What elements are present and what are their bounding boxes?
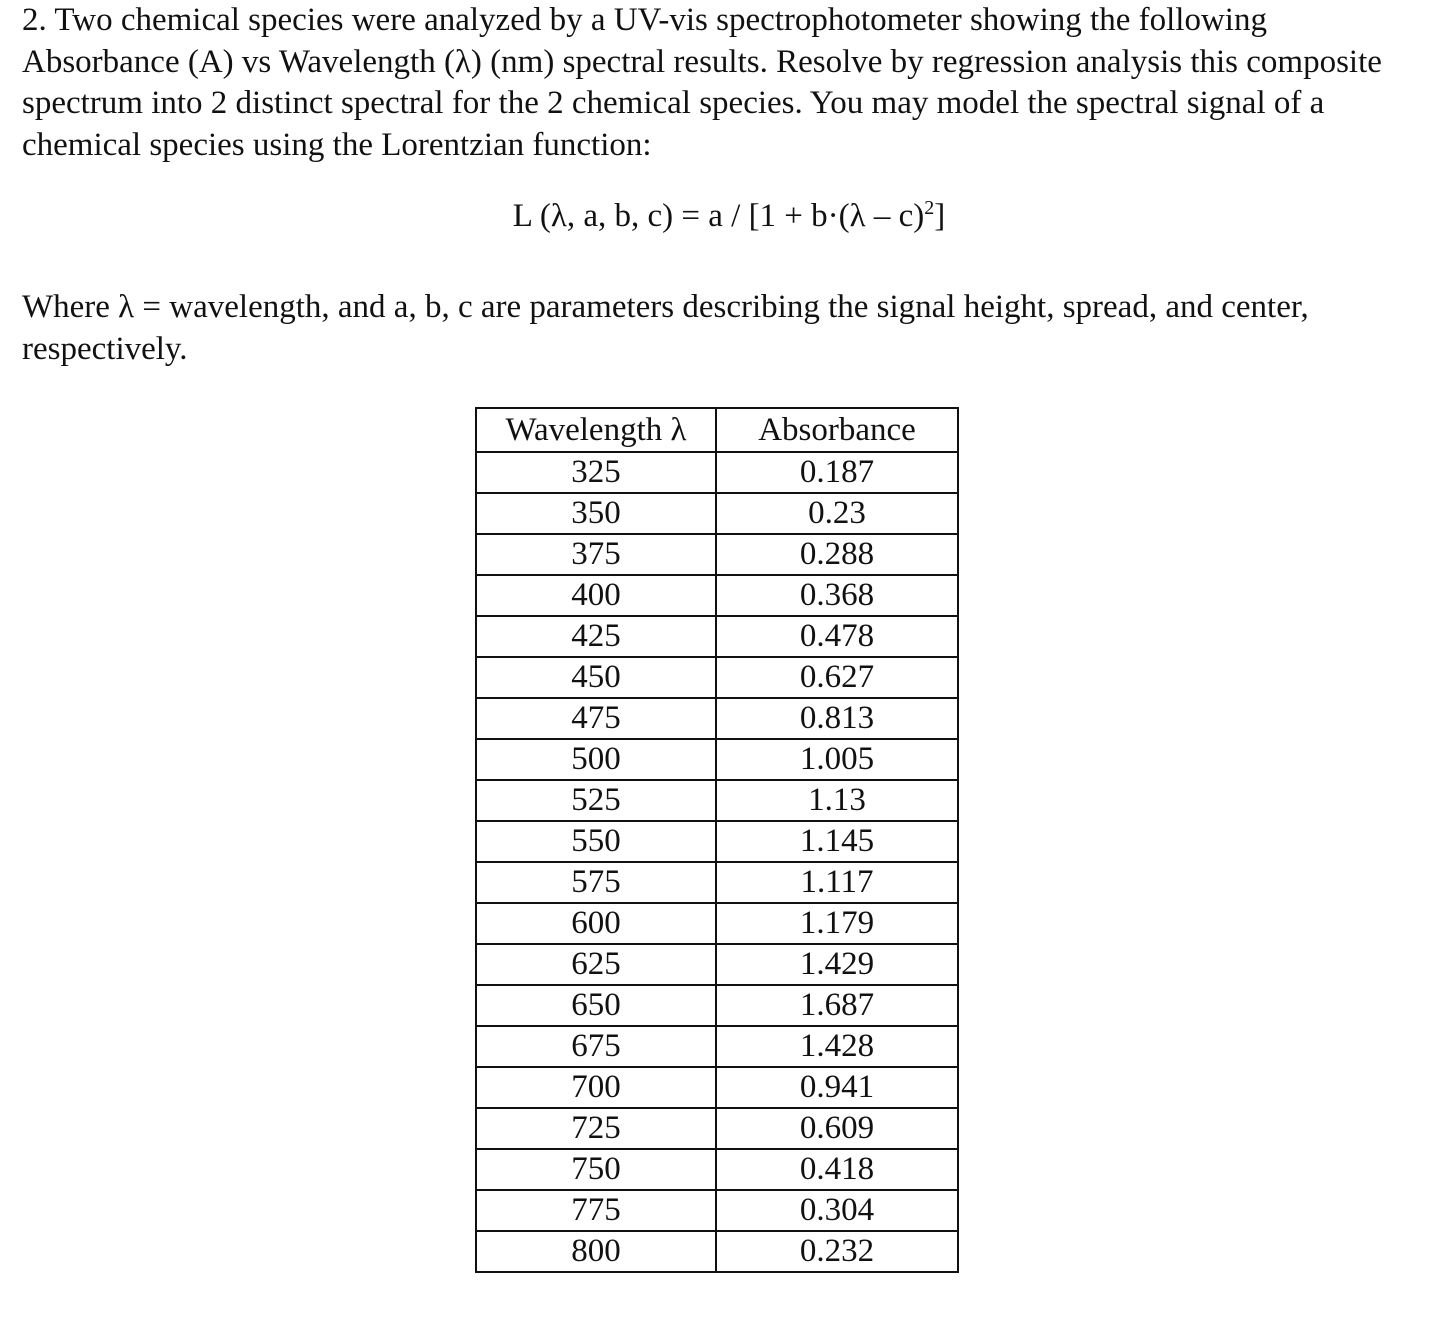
cell-wavelength: 775 xyxy=(476,1190,716,1231)
formula-body: L (λ, a, b, c) = a / [1 + b·(λ – c) xyxy=(512,198,925,234)
table-row xyxy=(476,1026,958,1067)
table-row xyxy=(476,616,958,657)
table-row xyxy=(476,1231,958,1272)
cell-absorbance: 0.627 xyxy=(716,657,958,698)
cell-wavelength: 450 xyxy=(476,657,716,698)
cell-absorbance: 1.13 xyxy=(716,780,958,821)
cell-wavelength: 500 xyxy=(476,739,716,780)
cell-absorbance: 0.288 xyxy=(716,534,958,575)
table-row xyxy=(476,780,958,821)
cell-absorbance: 0.478 xyxy=(716,616,958,657)
table-row xyxy=(476,862,958,903)
table-row xyxy=(476,452,958,493)
cell-wavelength: 575 xyxy=(476,862,716,903)
cell-absorbance: 1.005 xyxy=(716,739,958,780)
header-absorbance: Absorbance xyxy=(716,408,958,452)
cell-absorbance: 0.941 xyxy=(716,1067,958,1108)
table-row xyxy=(476,739,958,780)
table-row xyxy=(476,944,958,985)
problem-statement: 2. Two chemical species were analyzed by a UV-vis spectrophotometer showing the following Absorbance (A) vs Wavelength (λ) (nm) spectral results. Resolve by regression analysis this composite spectrum into 2 distinct spectral for the 2 chemical species. You may model the spectral signal of a chemical species using the Lorentzian function: xyxy=(22,2,1382,163)
cell-wavelength: 350 xyxy=(476,493,716,534)
table-row xyxy=(476,1067,958,1108)
cell-wavelength: 625 xyxy=(476,944,716,985)
table-row xyxy=(476,1149,958,1190)
lorentzian-formula xyxy=(0,196,1450,236)
cell-absorbance: 0.609 xyxy=(716,1108,958,1149)
cell-absorbance: 0.23 xyxy=(716,493,958,534)
header-wavelength: Wavelength λ xyxy=(476,408,716,452)
cell-wavelength: 325 xyxy=(476,452,716,493)
cell-absorbance: 0.368 xyxy=(716,575,958,616)
cell-wavelength: 675 xyxy=(476,1026,716,1067)
table-row xyxy=(476,493,958,534)
cell-wavelength: 475 xyxy=(476,698,716,739)
cell-absorbance: 0.418 xyxy=(716,1149,958,1190)
cell-absorbance: 1.687 xyxy=(716,985,958,1026)
table-row xyxy=(476,1108,958,1149)
cell-wavelength: 600 xyxy=(476,903,716,944)
cell-wavelength: 700 xyxy=(476,1067,716,1108)
cell-wavelength: 525 xyxy=(476,780,716,821)
cell-wavelength: 750 xyxy=(476,1149,716,1190)
table-row xyxy=(476,534,958,575)
table-row xyxy=(476,698,958,739)
formula-close: ] xyxy=(934,198,946,234)
cell-absorbance: 1.117 xyxy=(716,862,958,903)
cell-wavelength: 725 xyxy=(476,1108,716,1149)
table-row xyxy=(476,657,958,698)
table-body xyxy=(476,452,958,1272)
cell-absorbance: 1.145 xyxy=(716,821,958,862)
cell-absorbance: 0.232 xyxy=(716,1231,958,1272)
cell-wavelength: 800 xyxy=(476,1231,716,1272)
table-row xyxy=(476,821,958,862)
absorbance-table xyxy=(475,407,959,1273)
table-row xyxy=(476,1190,958,1231)
parameter-definitions: Where λ = wavelength, and a, b, c are parameters describing the signal height, spread, and center, respectively. xyxy=(22,289,1309,367)
cell-absorbance: 0.304 xyxy=(716,1190,958,1231)
table-header-row xyxy=(476,408,958,452)
cell-wavelength: 400 xyxy=(476,575,716,616)
cell-absorbance: 1.179 xyxy=(716,903,958,944)
cell-wavelength: 650 xyxy=(476,985,716,1026)
cell-wavelength: 550 xyxy=(476,821,716,862)
cell-absorbance: 0.813 xyxy=(716,698,958,739)
formula-exponent: 2 xyxy=(924,197,935,219)
table-row xyxy=(476,903,958,944)
cell-absorbance: 1.428 xyxy=(716,1026,958,1067)
cell-absorbance: 0.187 xyxy=(716,452,958,493)
cell-absorbance: 1.429 xyxy=(716,944,958,985)
cell-wavelength: 375 xyxy=(476,534,716,575)
cell-wavelength: 425 xyxy=(476,616,716,657)
table-row xyxy=(476,575,958,616)
table-row xyxy=(476,985,958,1026)
